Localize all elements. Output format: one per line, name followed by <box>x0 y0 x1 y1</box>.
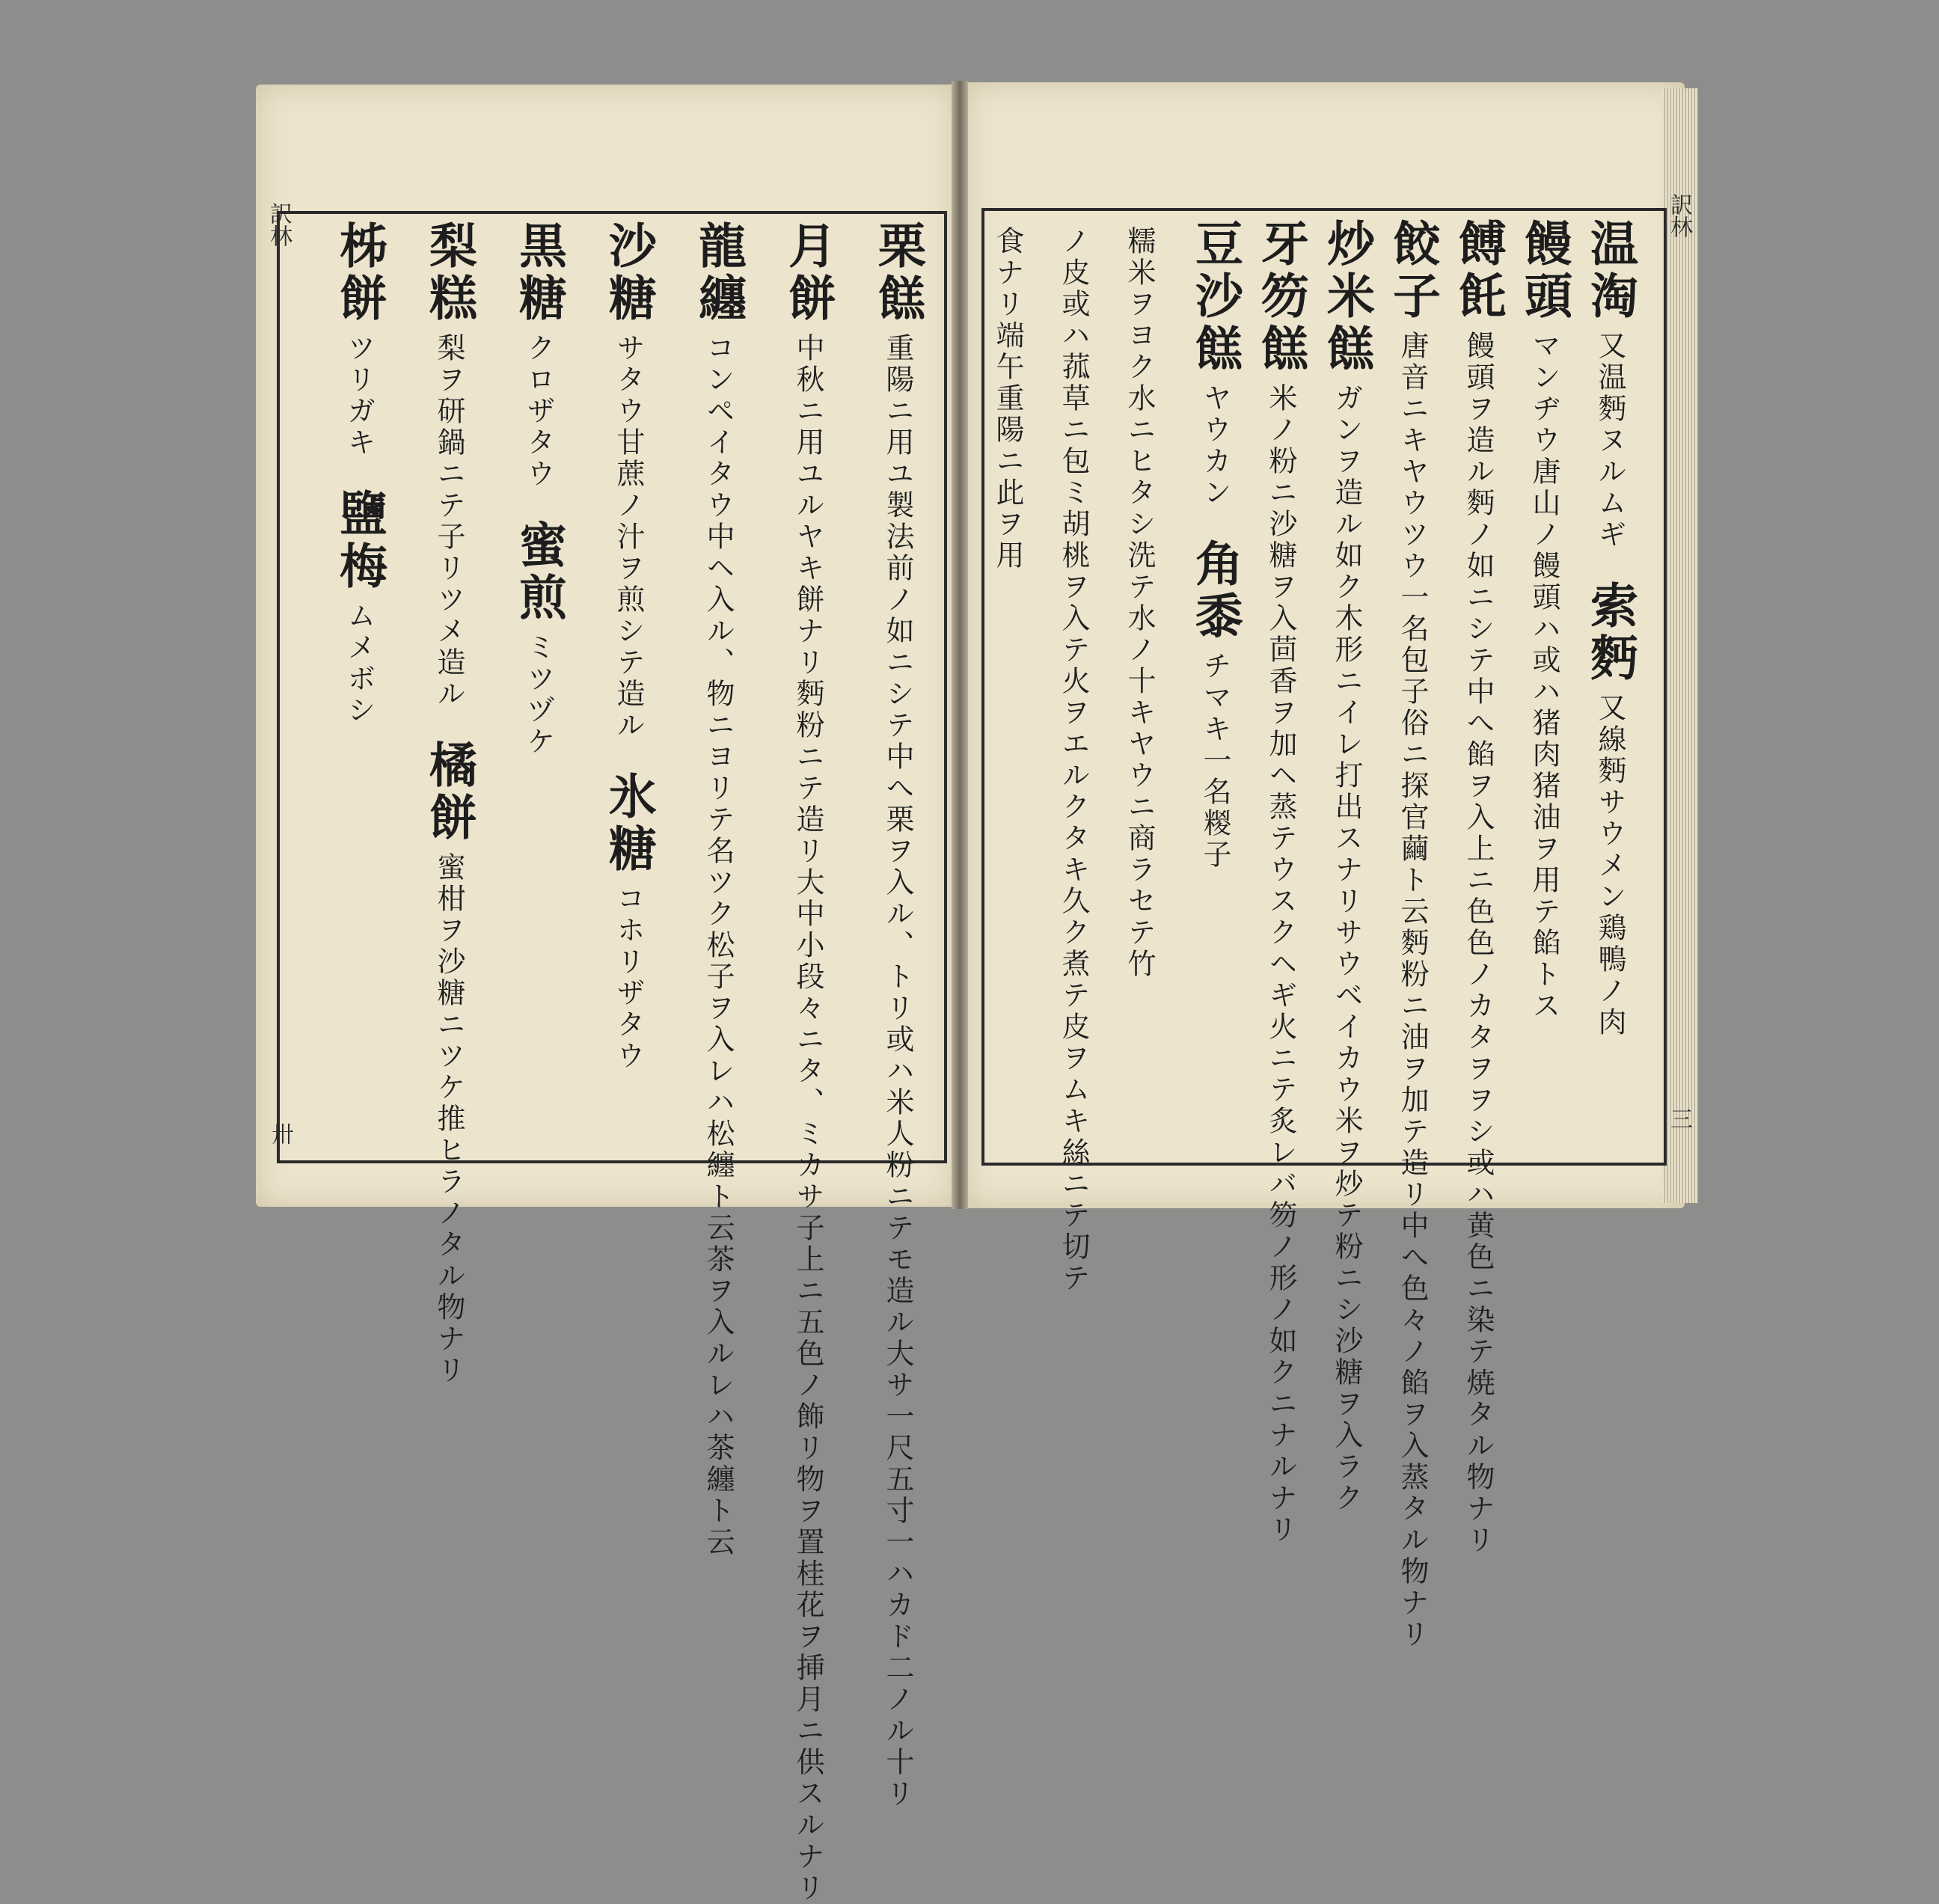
entry-heading: 栗餻 <box>870 221 926 325</box>
entry-gloss: 梨ヲ研鍋ニテ子リツメ造ル <box>432 333 465 710</box>
entry-gloss: 重陽ニ用ユ製法前ノ如ニシテ中へ栗ヲ入ル、 <box>881 333 914 961</box>
entry-heading: 饅頭 <box>1516 218 1572 323</box>
left-page-column <box>601 221 657 1072</box>
right-page-column <box>1516 218 1572 1022</box>
right-page-column <box>993 218 1022 572</box>
right-page-column <box>1385 218 1441 1650</box>
entry-gloss: コンペイタウ中ヘ入ル、物ニヨリテ名ツク松子ヲ <box>702 333 735 1024</box>
right-page-column <box>1319 218 1375 1514</box>
entry-gloss: 唐音ニキヤウツウ一名包子俗ニ探官繭ト云麪粉 <box>1396 331 1429 991</box>
right-page-column <box>1187 218 1243 871</box>
left-page-column <box>421 221 477 1386</box>
entry-gloss: ガンヲ造ル如ク木形ニイレ打出スナリ <box>1330 383 1363 917</box>
right-margin-title: 訳林 <box>1666 193 1692 238</box>
entry-heading: 梨糕 <box>421 221 477 325</box>
entry-gloss: サタウ甘蔗ノ汁ヲ煎シテ造ル <box>612 333 645 741</box>
entry-heading: 豆沙餻 <box>1187 218 1243 376</box>
entry-gloss: 食ナリ端午重陽ニ此ヲ用 <box>991 226 1024 572</box>
right-page-column <box>1253 218 1309 1546</box>
entry-gloss: クロザタウ <box>522 333 555 490</box>
book-gutter <box>952 81 968 1209</box>
entry-heading: 炒米餻 <box>1319 218 1375 376</box>
entry-gloss: サウベイカウ米ヲ炒テ粉ニシ沙糖ヲ入ラク <box>1330 917 1363 1514</box>
right-page-column <box>1582 218 1638 1038</box>
left-page-column <box>870 221 926 1810</box>
entry-gloss: 中秋ニ用ユルヤキ餅ナリ麪粉ニテ造リ <box>791 333 824 867</box>
entry-gloss: 或ハ猪肉猪油ヲ用テ餡トス <box>1528 645 1560 1022</box>
entry-gloss: 米ノ粉ニ沙糖ヲ入茴香ヲ加ヘ蒸テウスクヘ <box>1264 383 1297 980</box>
entry-heading: 月餅 <box>780 221 836 325</box>
entry-gloss: コホリザタウ <box>612 884 645 1072</box>
entry-gloss: 飾リ物ヲ置桂花ヲ挿月ニ供スルナリ <box>791 1401 824 1904</box>
entry-heading: 角黍 <box>1187 539 1243 643</box>
entry-gloss: ニ油ヲ加テ造リ中へ色々ノ餡ヲ入蒸タル物ナリ <box>1396 991 1429 1650</box>
entry-gloss: 色ノカタヲヲシ或ハ黄色ニ染テ焼タル物ナリ <box>1462 928 1495 1556</box>
left-page-number: 卅 <box>267 1122 293 1145</box>
entry-heading: 餃子 <box>1385 218 1441 323</box>
right-page-column <box>1125 218 1154 980</box>
entry-heading: 蜜煎 <box>511 520 567 625</box>
entry-heading: 温淘 <box>1582 218 1638 323</box>
left-page-column <box>690 221 747 1558</box>
entry-heading: 鹽梅 <box>331 489 388 593</box>
entry-gloss: マンヂウ唐山ノ饅頭ハ <box>1528 331 1560 645</box>
page-edges <box>1662 88 1698 1203</box>
entry-gloss: 饅頭ヲ造ル麪ノ如ニシテ中へ餡ヲ入上ニ色 <box>1462 331 1495 928</box>
entry-heading: 牙笏餻 <box>1253 218 1309 376</box>
entry-gloss: ギ火ニテ炙レバ笏ノ形ノ如クニナルナリ <box>1264 980 1297 1546</box>
entry-heading: 龍纏 <box>690 221 747 325</box>
entry-gloss: ノ皮或ハ菰草ニ包ミ胡桃ヲ入テ火ヲエ <box>1057 226 1090 760</box>
entry-gloss: ミツヅケ <box>522 632 555 758</box>
right-page-column <box>1059 218 1088 1294</box>
entry-heading: 橘餅 <box>421 740 477 845</box>
right-page-number: 三 <box>1666 1107 1692 1130</box>
entry-gloss: ルクタキ久ク煮テ皮ヲムキ絲ニテ切テ <box>1057 760 1090 1294</box>
right-page-column <box>1451 218 1507 1556</box>
entry-heading: 沙糖 <box>601 221 657 325</box>
left-page-column <box>511 221 567 758</box>
left-page-column <box>780 221 836 1904</box>
entry-gloss: 糯米ヲヨク水ニ <box>1123 226 1156 446</box>
entry-gloss: 又線麪サウメン鶏鴨ノ肉 <box>1593 693 1626 1038</box>
entry-gloss: 蜜柑ヲ沙糖ニツケ推ヒラノタル物ナリ <box>432 852 465 1386</box>
entry-gloss: ヒタシ洗テ水ノ十キヤウニ商ラセテ竹 <box>1123 446 1156 980</box>
entry-gloss: 大中小段々ニタ、ミカサ子上ニ五色ノ <box>791 867 824 1401</box>
entry-heading: 柹餅 <box>331 221 388 325</box>
entry-gloss: チマキ一名糉子 <box>1198 651 1231 871</box>
entry-gloss: トリ或ハ米人粉ニテモ造ル大サ一尺五寸一ハ <box>881 961 914 1590</box>
entry-heading: 索麪 <box>1582 581 1638 685</box>
entry-heading: 黒糖 <box>511 221 567 325</box>
entry-gloss: ヤウカン <box>1198 383 1231 509</box>
entry-gloss: 又温麪ヌルムギ <box>1593 331 1626 551</box>
entry-gloss: ツリガキ <box>343 333 376 459</box>
left-page-column <box>331 221 388 726</box>
entry-gloss: カド二ノル十リ <box>881 1590 914 1810</box>
entry-gloss: ムメボシ <box>343 601 376 726</box>
entry-heading: 氷糖 <box>601 771 657 876</box>
left-margin-title: 訳林 <box>266 202 292 247</box>
entry-gloss: 入レハ松纏ト云茶ヲ入ルレハ茶纏ト云 <box>702 1024 735 1558</box>
entry-heading: 餺飥 <box>1451 218 1507 323</box>
